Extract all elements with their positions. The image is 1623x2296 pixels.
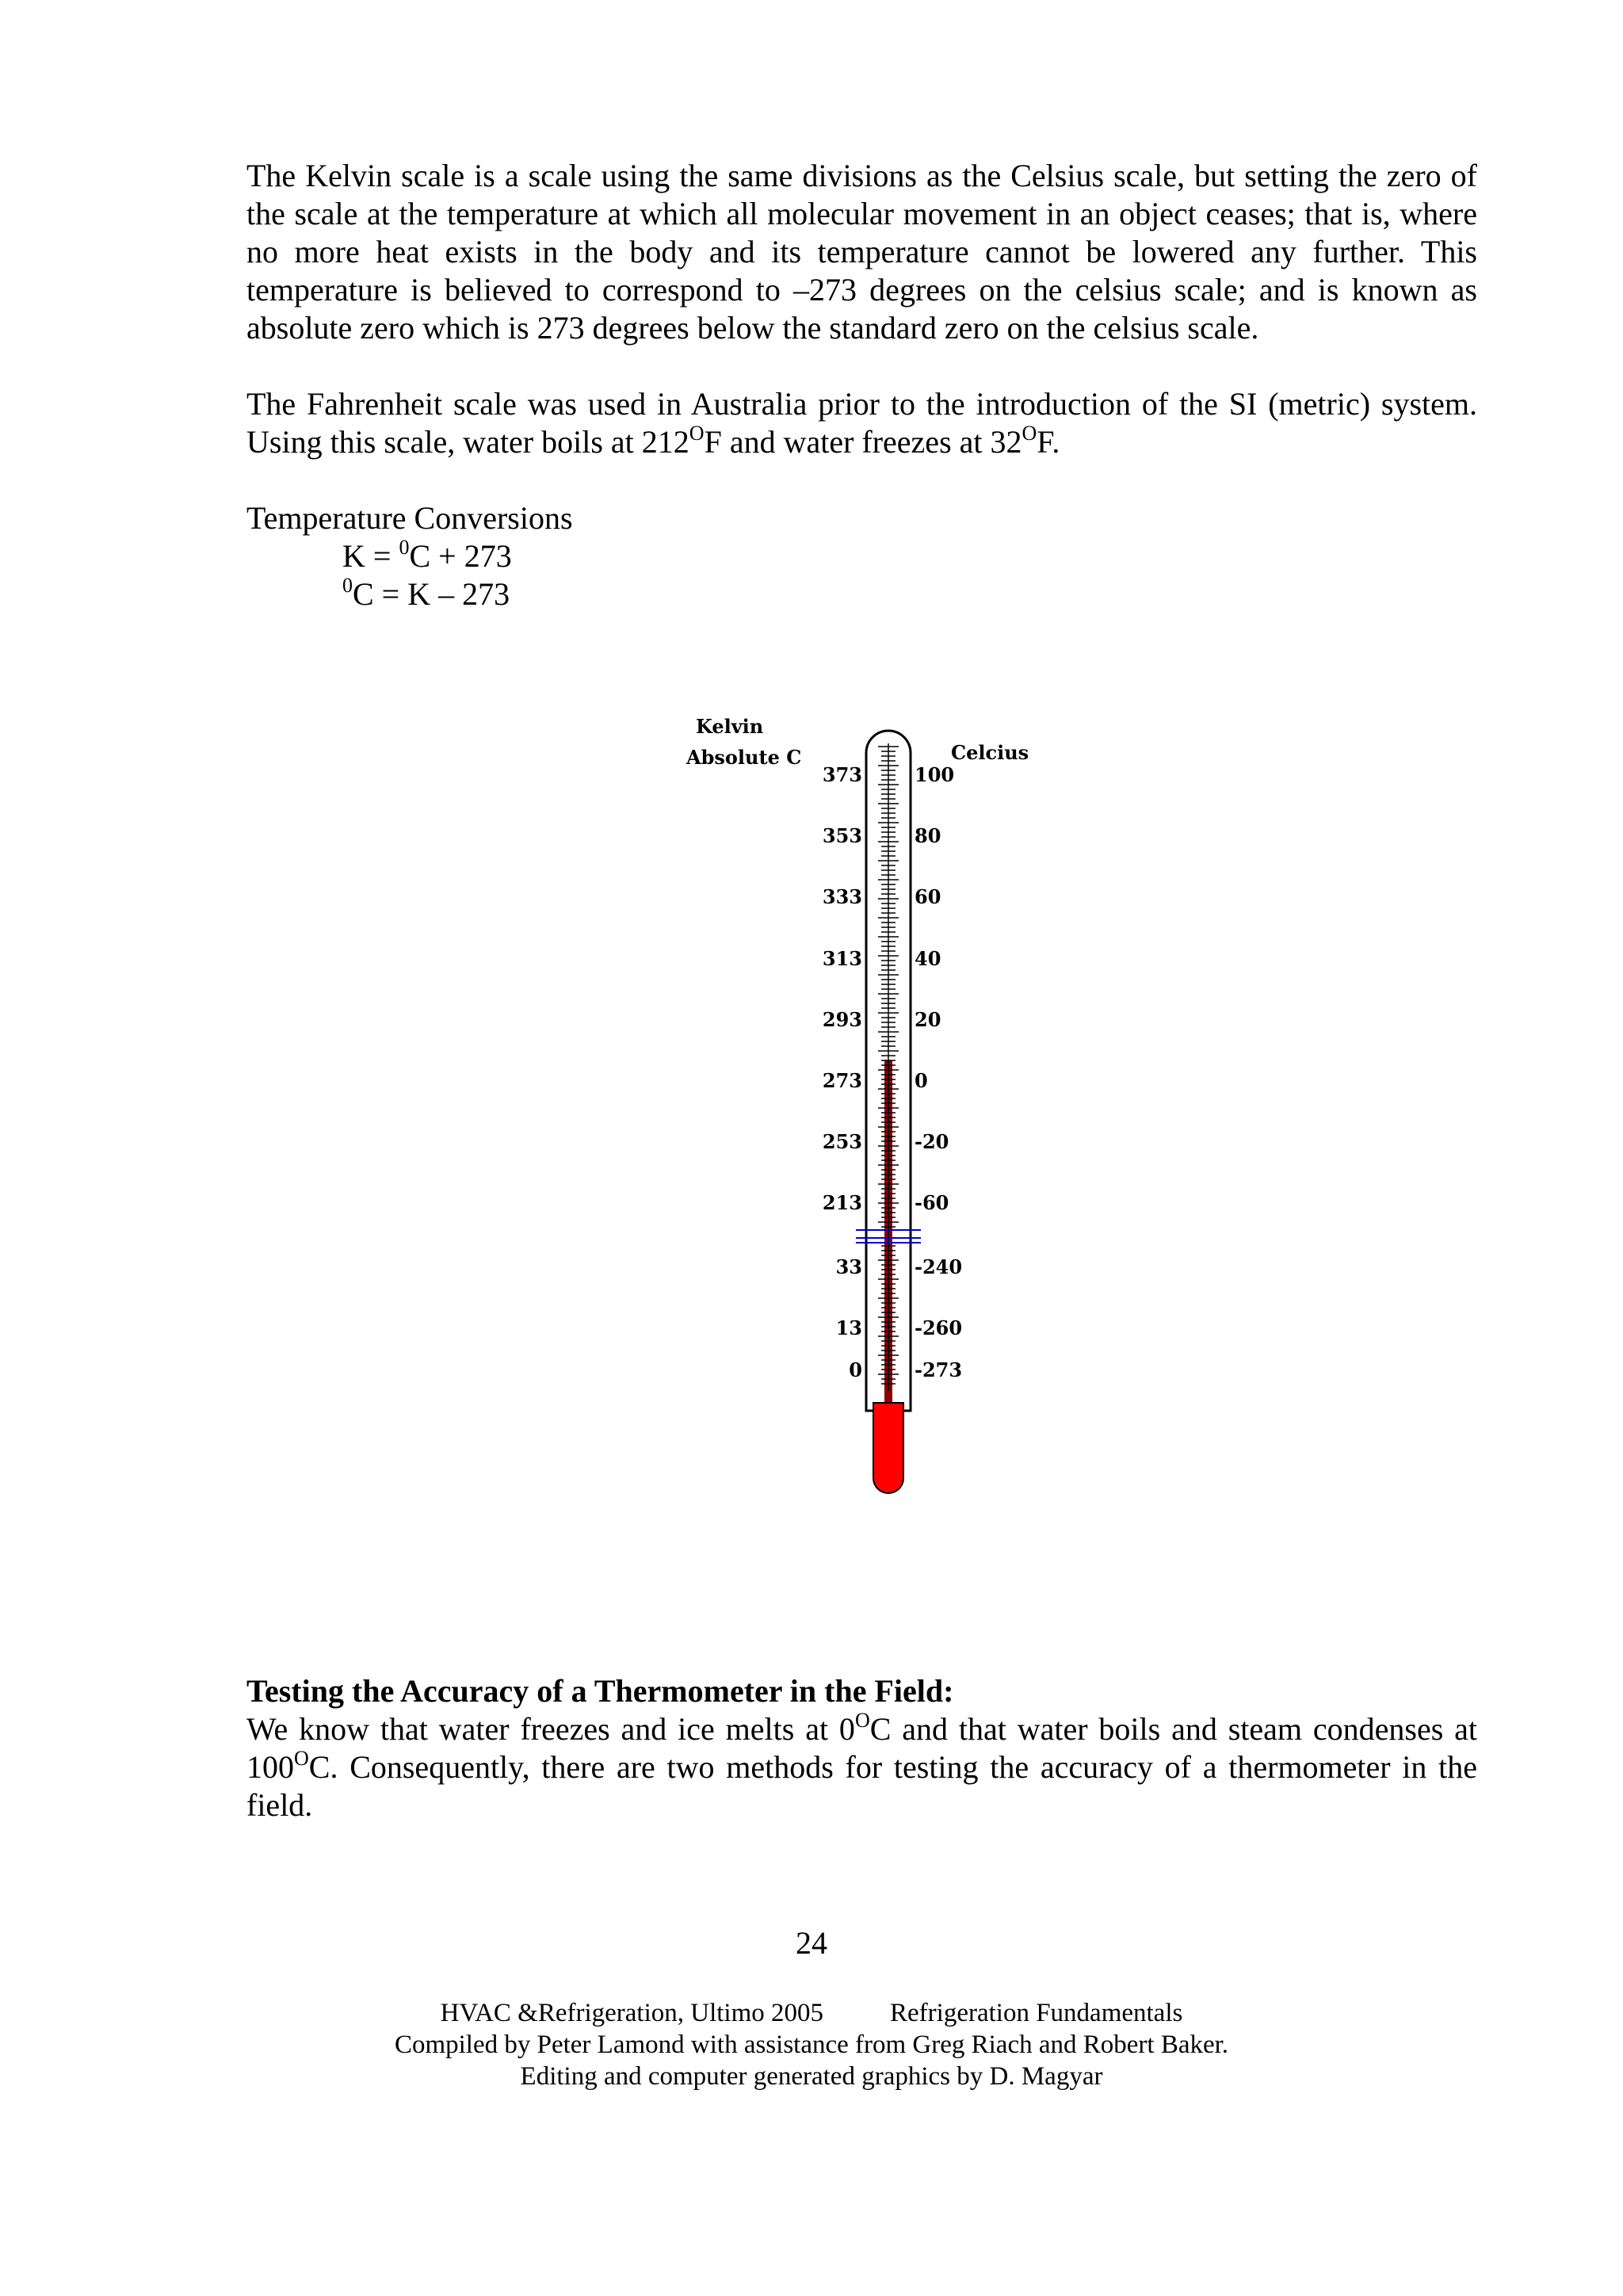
kelvin-tick-label: 253 <box>822 1130 862 1153</box>
celsius-tick-label: -273 <box>915 1358 963 1381</box>
testing-text-c: C. Consequently, there are two methods for testing the accuracy of a thermometer in the field. <box>246 1749 1477 1823</box>
fahrenheit-text-a: The Fahrenheit scale was used in Australia prior to the introduction of the SI (metric) system. Using this scale, water boils at 212 <box>246 386 1477 460</box>
kelvin-tick-label: 353 <box>822 824 862 847</box>
celsius-tick-label: -240 <box>915 1255 963 1278</box>
fahrenheit-paragraph <box>246 385 1477 461</box>
kelvin-tick-label: 0 <box>849 1358 862 1381</box>
celsius-tick-label: 0 <box>915 1069 928 1092</box>
kelvin-tick-label: 293 <box>822 1008 862 1031</box>
formula-kelvin-b: C + 273 <box>409 538 512 574</box>
thermometer-figure <box>674 697 1070 1506</box>
testing-paragraph <box>246 1710 1477 1824</box>
formula-celsius <box>342 575 510 613</box>
formula-celsius-b: C = K – 273 <box>353 576 510 612</box>
kelvin-tick-label: 213 <box>822 1191 862 1214</box>
kelvin-paragraph: The Kelvin scale is a scale using the same divisions as the Celsius scale, but setting the zero of the scale at the temperature at which all molecular movement in an object ceases; that is, where no more heat exists in the body and its temperature cannot be lowered any further. This temperature is believed to correspond to –273 degrees on the celsius scale; and is known as absolute zero which is 273 degrees below the standard zero on the celsius scale. <box>246 158 1477 346</box>
celsius-tick-label: 60 <box>915 885 941 908</box>
page-number: 24 <box>796 1925 827 1961</box>
testing-heading: Testing the Accuracy of a Thermometer in the Field: <box>246 1673 954 1709</box>
fahrenheit-text-c: F. <box>1037 424 1060 460</box>
celsius-title: Celcius <box>951 741 1029 764</box>
kelvin-title: Kelvin <box>696 715 764 738</box>
absolute-c-title: Absolute C <box>686 746 802 769</box>
degree-superscript: O <box>294 1746 309 1770</box>
celsius-tick-label: 80 <box>915 824 941 847</box>
thermometer-bulb <box>873 1403 903 1493</box>
degree-superscript: O <box>1022 421 1037 445</box>
degree-superscript: 0 <box>342 573 353 597</box>
celsius-tick-label: 20 <box>915 1008 941 1031</box>
kelvin-tick-label: 333 <box>822 885 862 908</box>
footer-line-3: Editing and computer generated graphics by D. Magyar <box>520 2062 1103 2091</box>
footer-line-2: Compiled by Peter Lamond with assistance from Greg Riach and Robert Baker. <box>394 2030 1229 2059</box>
testing-text-b: C and that water boils and steam condenses at 100 <box>246 1711 1478 1785</box>
footer-line-1 <box>0 1997 1623 2029</box>
testing-text-a: We know that water freezes and ice melts at 0 <box>246 1711 855 1747</box>
celsius-tick-label: -260 <box>915 1316 963 1339</box>
kelvin-tick-label: 313 <box>822 947 862 970</box>
kelvin-tick-label: 33 <box>835 1255 862 1278</box>
degree-superscript: 0 <box>399 535 410 559</box>
celsius-tick-label: 100 <box>915 763 955 786</box>
celsius-tick-label: -20 <box>915 1130 949 1153</box>
fahrenheit-text-b: F and water freezes at 32 <box>704 424 1022 460</box>
degree-superscript: O <box>854 1708 870 1732</box>
kelvin-tick-label: 13 <box>835 1316 862 1339</box>
degree-superscript: O <box>689 421 705 445</box>
footer-course: HVAC &Refrigeration, Ultimo 2005 <box>440 1999 824 2027</box>
celsius-tick-label: -60 <box>915 1191 949 1214</box>
formula-kelvin-a: K = <box>342 538 399 574</box>
celsius-tick-label: 40 <box>915 947 941 970</box>
kelvin-tick-label: 273 <box>822 1069 862 1092</box>
formula-kelvin <box>342 537 512 575</box>
footer-subject: Refrigeration Fundamentals <box>890 1999 1183 2027</box>
conversions-heading: Temperature Conversions <box>246 500 573 536</box>
kelvin-tick-label: 373 <box>822 763 862 786</box>
